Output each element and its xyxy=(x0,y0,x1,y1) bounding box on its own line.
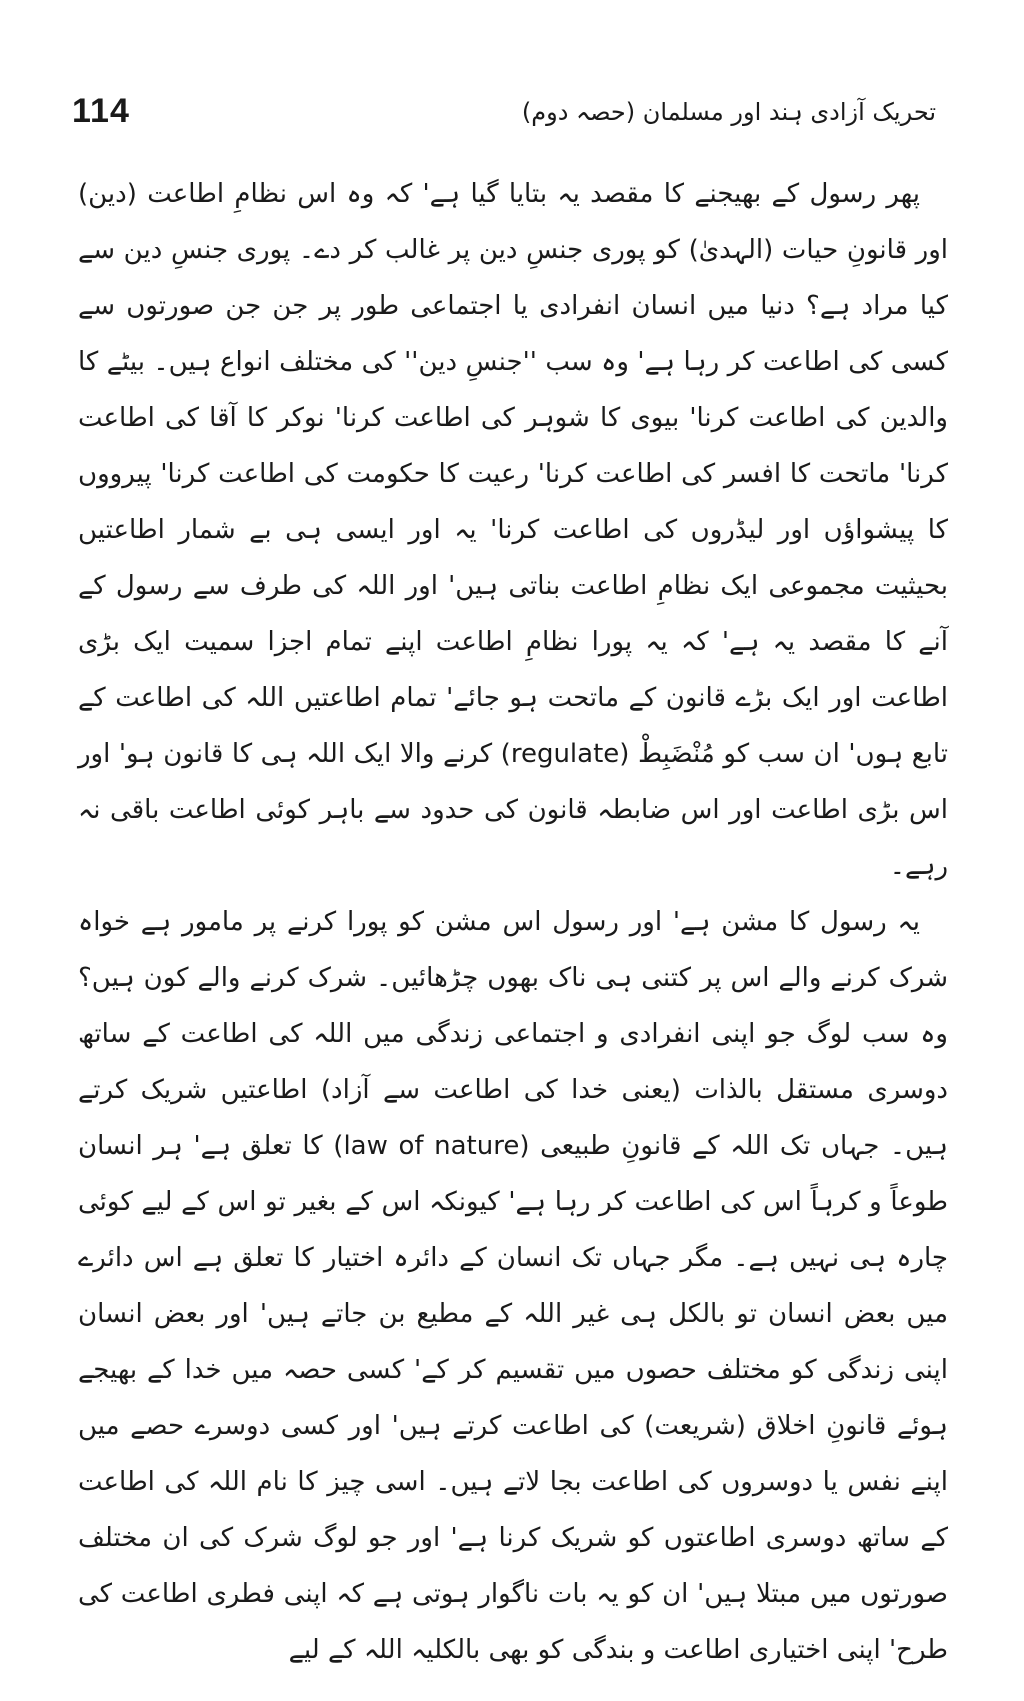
paragraph: یہ رسول کا مشن ہے' اور رسول اس مشن کو پورا کرنے پر مامور ہے خواہ شرک کرنے والے اس پر کتنی ہی ناک بھوں چڑھائیں۔ شرک کرنے والے کون ہیں؟ وہ سب لوگ جو اپنی انفرادی و اجتماعی زندگی میں اللہ کی اطاعت کے ساتھ دوسری مستقل بالذات (یعنی خدا کی اطاعت سے آزاد) اطاعتیں شریک کرتے ہیں۔ جہاں تک اللہ کے قانونِ طبیعی (law of nature) کا تعلق ہے' ہر انسان طوعاً و کرہاً اس کی اطاعت کر رہا ہے' کیونکہ اس کے بغیر تو اس کے لیے کوئی چارہ ہی نہیں ہے۔ مگر جہاں تک انسان کے دائرہ اختیار کا تعلق ہے اس دائرے میں بعض انسان تو بالکل ہی غیر اللہ کے مطیع بن جاتے ہیں' اور بعض انسان اپنی زندگی کو مختلف حصوں میں تقسیم کر کے' کسی حصہ میں خدا کے بھیجے ہوئے قانونِ اخلاق (شریعت) کی اطاعت کرتے ہیں' اور کسی دوسرے حصے میں اپنے نفس یا دوسروں کی اطاعت بجا لاتے ہیں۔ اسی چیز کا نام اللہ کی اطاعت کے ساتھ دوسری اطاعتوں کو شریک کرنا ہے' اور جو لوگ شرک کی ان مختلف صورتوں میں مبتلا ہیں' ان کو یہ بات ناگوار ہوتی ہے کہ اپنی فطری اطاعت کی طرح' اپنی اختیاری اطاعت و بندگی کو بھی بالکلیہ اللہ کے لیے xyxy=(78,907,948,1665)
body-text xyxy=(78,166,948,1678)
page-number: 114 xyxy=(72,92,130,130)
paragraph: پھر رسول کے بھیجنے کا مقصد یہ بتایا گیا ہے' کہ وہ اس نظامِ اطاعت (دین) اور قانونِ حیات (الہدیٰ) کو پوری جنسِ دین پر غالب کر دے۔ پوری جنسِ دین سے کیا مراد ہے؟ دنیا میں انسان انفرادی یا اجتماعی طور پر جن جن صورتوں سے کسی کی اطاعت کر رہا ہے' وہ سب ''جنسِ دین'' کی مختلف انواع ہیں۔ بیٹے کا والدین کی اطاعت کرنا' بیوی کا شوہر کی اطاعت کرنا' نوکر کا آقا کی اطاعت کرنا' ماتحت کا افسر کی اطاعت کرنا' رعیت کا حکومت کی اطاعت کرنا' پیرووں کا پیشواؤں اور لیڈروں کی اطاعت کرنا' یہ اور ایسی ہی بے شمار اطاعتیں بحیثیت مجموعی ایک نظامِ اطاعت بناتی ہیں' اور اللہ کی طرف سے رسول کے آنے کا مقصد یہ ہے' کہ یہ پورا نظامِ اطاعت اپنے تمام اجزا سمیت ایک بڑی اطاعت اور ایک بڑے قانون کے ماتحت ہو جائے' تمام اطاعتیں اللہ کی اطاعت کے تابع ہوں' ان سب کو مُنْضَبِطْ (regulate) کرنے والا ایک اللہ ہی کا قانون ہو' اور اس بڑی اطاعت اور اس ضابطہ قانون کی حدود سے باہر کوئی اطاعت باقی نہ رہے۔ xyxy=(78,179,948,881)
running-header: تحریک آزادی ہند اور مسلمان (حصہ دوم) xyxy=(521,98,936,126)
